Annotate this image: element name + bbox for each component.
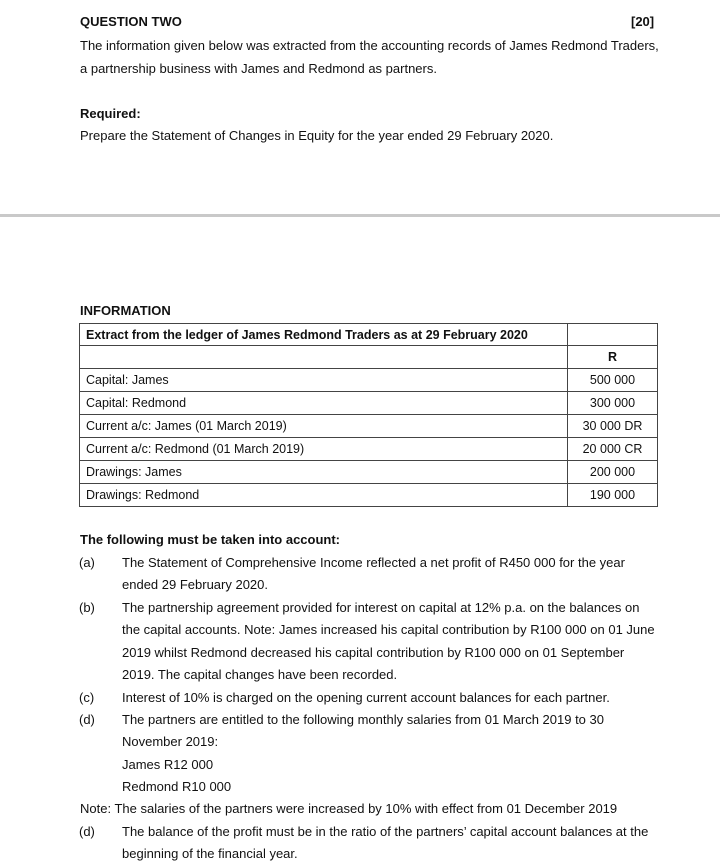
item-d-line-2: November 2019: <box>122 734 219 749</box>
account-amount: 30 000 DR <box>568 415 658 438</box>
item-d-line-1: The partners are entitled to the following monthly salaries from 01 March 2019 to 30 <box>122 712 604 727</box>
ledger-title: Extract from the ledger of James Redmond Traders as at 29 February 2020 <box>80 324 568 346</box>
account-amount: 20 000 CR <box>568 438 658 461</box>
required-text: Prepare the Statement of Changes in Equity for the year ended 29 February 2020. <box>80 128 554 143</box>
item-a-line-2: ended 29 February 2020. <box>122 577 268 592</box>
account-amount: 200 000 <box>568 461 658 484</box>
required-heading: Required: <box>80 106 141 121</box>
account-amount: 500 000 <box>568 369 658 392</box>
item-a-line-1: The Statement of Comprehensive Income reflected a net profit of R450 000 for the year <box>122 555 625 570</box>
table-row <box>80 461 658 484</box>
table-row <box>80 369 658 392</box>
table-row <box>80 484 658 507</box>
account-name: Capital: James <box>80 369 568 392</box>
considerations-heading: The following must be taken into account: <box>80 532 341 547</box>
ledger-currency-header: R <box>568 346 658 369</box>
account-name: Current a/c: Redmond (01 March 2019) <box>80 438 568 461</box>
item-d-salary-redmond: Redmond R10 000 <box>122 779 232 794</box>
table-row <box>80 415 658 438</box>
item-d-label: (d) <box>79 712 95 727</box>
table-row <box>80 438 658 461</box>
item-a-label: (a) <box>79 555 95 570</box>
item-b-label: (b) <box>79 600 95 615</box>
item-b-line-3: 2019 whilst Redmond decreased his capital contribution by R100 000 on 01 September <box>122 645 625 660</box>
item-e-line-2: beginning of the financial year. <box>122 846 298 861</box>
item-b-line-2: the capital accounts. Note: James increased his capital contribution by R100 000 on 01 June <box>122 622 655 637</box>
item-c-label: (c) <box>79 690 95 705</box>
account-name: Capital: Redmond <box>80 392 568 415</box>
item-b-line-4: 2019. The capital changes have been recorded. <box>122 667 398 682</box>
intro-line-2: a partnership business with James and Redmond as partners. <box>80 61 437 76</box>
table-row <box>80 392 658 415</box>
information-heading: INFORMATION <box>80 303 171 318</box>
account-amount: 190 000 <box>568 484 658 507</box>
item-e-label: (d) <box>79 824 95 839</box>
item-c-line-1: Interest of 10% is charged on the opening current account balances for each partner. <box>122 690 610 705</box>
account-name: Drawings: James <box>80 461 568 484</box>
item-b-line-1: The partnership agreement provided for interest on capital at 12% p.a. on the balances on <box>122 600 640 615</box>
account-name: Current a/c: James (01 March 2019) <box>80 415 568 438</box>
item-e-line-1: The balance of the profit must be in the ratio of the partners’ capital account balances at the <box>122 824 649 839</box>
question-marks: [20] <box>631 14 655 29</box>
ledger-currency-row <box>80 346 658 369</box>
ledger-title-blank-cell <box>568 324 658 346</box>
page-divider <box>0 214 720 217</box>
intro-line-1: The information given below was extracted from the accounting records of James Redmond Traders, <box>80 38 659 53</box>
account-name: Drawings: Redmond <box>80 484 568 507</box>
ledger-table <box>79 323 658 507</box>
account-amount: 300 000 <box>568 392 658 415</box>
ledger-currency-blank-cell <box>80 346 568 369</box>
question-heading: QUESTION TWO <box>80 14 182 29</box>
salary-note: Note: The salaries of the partners were increased by 10% with effect from 01 December 2019 <box>80 801 618 816</box>
ledger-title-row <box>80 324 658 346</box>
item-d-salary-james: James R12 000 <box>122 757 214 772</box>
